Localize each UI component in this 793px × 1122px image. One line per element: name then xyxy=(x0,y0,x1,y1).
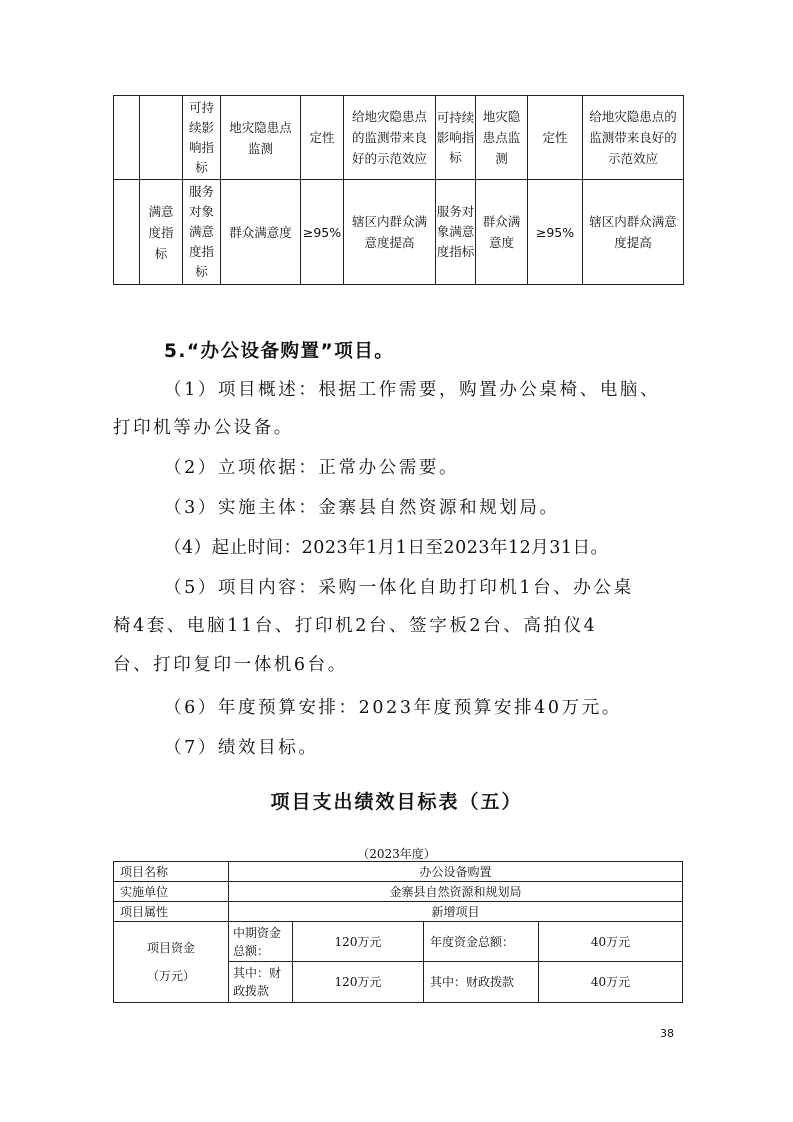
paragraph-line: 椅4套、电脑11台、打印机2台、签字板2台、高拍仪4 xyxy=(113,616,598,636)
table-cell: 地灾隐患点监测 xyxy=(221,96,301,180)
table-cell: 服务对象满意度指标 xyxy=(436,180,476,285)
table-cell xyxy=(114,180,140,285)
table-row xyxy=(114,882,683,902)
paragraph-line: （7）绩效目标。 xyxy=(164,738,319,758)
table-cell: 给地灾隐患点的监测带来良好的示范效应 xyxy=(344,96,436,180)
table-row xyxy=(114,96,684,180)
table-title: 项目支出绩效目标表（五） xyxy=(270,791,523,813)
table-cell: 年度资金总额： xyxy=(424,922,539,962)
table-cell: 中期资金总额： xyxy=(229,922,293,962)
funds-unit: （万元） xyxy=(146,969,195,983)
paragraph-line: （5）项目内容：采购一体化自助打印机1台、办公桌 xyxy=(164,578,634,598)
table-cell: 辖区内群众满意度提高 xyxy=(344,180,436,285)
table-cell xyxy=(114,96,140,180)
table-cell: 实施单位 xyxy=(114,882,229,902)
table-row xyxy=(114,180,684,285)
paragraph-line: （1）项目概述：根据工作需要，购置办公桌椅、电脑、 xyxy=(164,380,661,400)
table-cell: 群众满意度 xyxy=(221,180,301,285)
table-cell: 定性 xyxy=(528,96,583,180)
performance-target-table xyxy=(113,861,683,1003)
paragraph-line: 打印机等办公设备。 xyxy=(113,418,294,438)
table-row xyxy=(114,862,683,882)
performance-table-continued xyxy=(113,95,684,285)
paragraph-line: （2）立项依据：正常办公需要。 xyxy=(164,458,460,478)
table-row xyxy=(114,922,683,962)
table-cell: 40万元 xyxy=(539,962,683,1003)
table-cell: ≥95% xyxy=(528,180,583,285)
table-cell xyxy=(114,922,229,1003)
table-cell: 金寨县自然资源和规划局 xyxy=(229,882,683,902)
table-cell: 给地灾隐患点的监测带来良好的示范效应 xyxy=(583,96,684,180)
table-cell: 满意度指标 xyxy=(140,180,183,285)
table-cell: 定性 xyxy=(301,96,344,180)
table-cell: 项目名称 xyxy=(114,862,229,882)
section-heading: 5.“办公设备购置”项目。 xyxy=(164,341,395,362)
table-cell: 120万元 xyxy=(293,922,424,962)
paragraph-line: （6）年度预算安排：2023年度预算安排40万元。 xyxy=(164,698,622,718)
table-cell: 群众满意度 xyxy=(476,180,528,285)
table-cell: 项目属性 xyxy=(114,902,229,922)
table-cell: 可持续影响指标 xyxy=(183,96,221,180)
page-number: 38 xyxy=(660,1027,674,1040)
table-cell: 新增项目 xyxy=(229,902,683,922)
funds-label: 项目资金 xyxy=(146,941,195,955)
table-cell: 服务对象满意度指标 xyxy=(183,180,221,285)
table-cell: 地灾隐患点监测 xyxy=(476,96,528,180)
paragraph-line: （3）实施主体：金寨县自然资源和规划局。 xyxy=(164,498,560,518)
table-cell: 120万元 xyxy=(293,962,424,1003)
table-row xyxy=(114,902,683,922)
table-cell: 可持续影响指标 xyxy=(436,96,476,180)
paragraph-line: 台、打印复印一体机6台。 xyxy=(113,655,348,675)
table-year: （2023年度） xyxy=(357,847,436,861)
table-cell: 办公设备购置 xyxy=(229,862,683,882)
table-cell: 其中：财政拨款 xyxy=(229,962,293,1003)
paragraph-line: （4）起止时间：2023年1月1日至2023年12月31日。 xyxy=(164,538,609,558)
table-cell xyxy=(140,96,183,180)
table-cell: 40万元 xyxy=(539,922,683,962)
table-cell: ≥95% xyxy=(301,180,344,285)
table-cell: 辖区内群众满意度提高 xyxy=(583,180,684,285)
table-cell: 其中：财政拨款 xyxy=(424,962,539,1003)
